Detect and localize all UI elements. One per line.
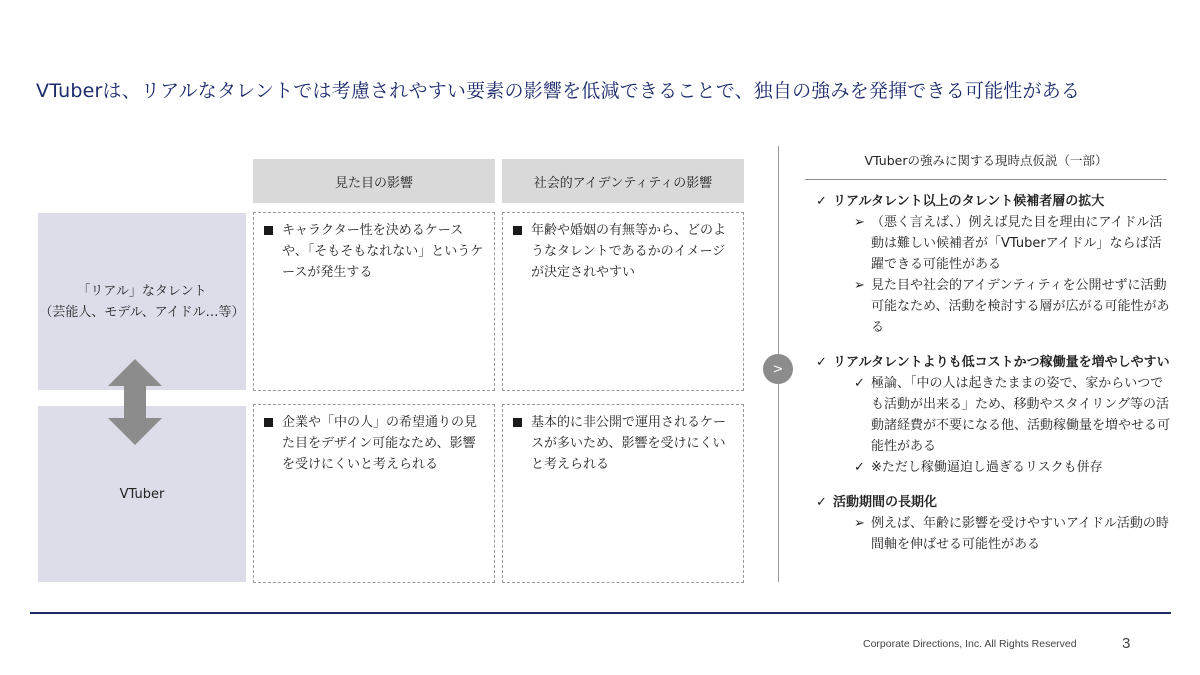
hypothesis-item xyxy=(854,275,1170,338)
hypothesis-heading xyxy=(805,352,1170,373)
square-bullet-icon xyxy=(264,418,273,427)
hypothesis-item xyxy=(854,457,1170,478)
arrow-bullet-icon: ➢ xyxy=(854,278,865,293)
hypothesis-item xyxy=(854,373,1170,457)
double-arrow-icon xyxy=(108,359,162,449)
footer-rule xyxy=(30,612,1171,614)
cell-text: 基本的に非公開で運用されるケースが多いため、影響を受けにくいと考えられる xyxy=(531,415,727,472)
check-icon: ✓ xyxy=(854,376,865,391)
check-icon: ✓ xyxy=(816,194,827,209)
hypothesis-divider xyxy=(805,179,1167,180)
hypothesis-item-text: 例えば、年齢に影響を受けやすいアイドル活動の時間軸を伸ばせる可能性がある xyxy=(871,516,1169,552)
hypothesis-heading xyxy=(805,492,1170,513)
hypothesis-list xyxy=(805,191,1170,555)
hypothesis-heading xyxy=(805,191,1170,212)
cell-text: キャラクター性を決めるケースや、「そもそもなれない」というケースが発生する xyxy=(282,223,484,280)
check-icon: ✓ xyxy=(816,495,827,510)
row-header-vtuber-label: VTuber xyxy=(119,486,165,502)
arrow-bullet-icon: ➢ xyxy=(854,215,865,230)
check-icon: ✓ xyxy=(854,460,865,475)
hypothesis-title: VTuberの強みに関する現時点仮説（一部） xyxy=(864,153,1108,168)
cell-real-appearance xyxy=(253,212,495,391)
column-header-social-identity: 社会的アイデンティティの影響 xyxy=(502,159,744,203)
hypothesis-item-text: ※ただし稼働逼迫し過ぎるリスクも併存 xyxy=(871,460,1103,475)
page-title: VTuberは、リアルなタレントでは考慮されやすい要素の影響を低減できることで、独自の強みを発揮できる可能性がある xyxy=(36,80,1081,102)
cell-real-social xyxy=(502,212,744,391)
cell-text: 企業や「中の人」の希望通りの見た目をデザイン可能なため、影響を受けにくいと考えられる xyxy=(282,415,478,472)
column-header-appearance: 見た目の影響 xyxy=(253,159,495,203)
hypothesis-heading-text: リアルタレント以上のタレント候補者層の拡大 xyxy=(833,194,1105,209)
copyright: Corporate Directions, Inc. All Rights Reserved xyxy=(863,638,1077,650)
cell-vtuber-social xyxy=(502,404,744,583)
arrow-bullet-icon: ➢ xyxy=(854,516,865,531)
hypothesis-heading-text: リアルタレントよりも低コストかつ稼働量を増やしやすい xyxy=(833,355,1170,370)
cell-vtuber-appearance xyxy=(253,404,495,583)
arrow-circle-icon xyxy=(763,354,793,384)
square-bullet-icon xyxy=(513,418,522,427)
arrow-symbol: > xyxy=(772,361,784,377)
hypothesis-item-text: 極論、「中の人は起きたままの姿で、家からいつでも活動が出来る」ため、移動やスタイリング等の活動諸経費が不要になる他、活動稼働量を増やせる可能性がある xyxy=(871,376,1171,454)
row-header-real-talent-line1: 「リアル」なタレント xyxy=(77,283,207,299)
hypothesis-heading-text: 活動期間の長期化 xyxy=(833,495,938,510)
hypothesis-item-text: （悪く言えば、）例えば見た目を理由にアイドル活動は難しい候補者が「VTuberアイドル」ならば活躍できる可能性がある xyxy=(871,215,1163,272)
page-number: 3 xyxy=(1122,635,1131,652)
hypothesis-item xyxy=(854,212,1170,275)
cell-text: 年齢や婚姻の有無等から、どのようなタレントであるかのイメージが決定されやすい xyxy=(531,223,727,280)
square-bullet-icon xyxy=(264,226,273,235)
square-bullet-icon xyxy=(513,226,522,235)
hypothesis-item-text: 見た目や社会的アイデンティティを公開せずに活動可能なため、活動を検討する層が広がる可能性がある xyxy=(871,278,1170,335)
row-header-real-talent-line2: （芸能人、モデル、アイドル…等） xyxy=(39,304,245,320)
check-icon: ✓ xyxy=(816,355,827,370)
hypothesis-item xyxy=(854,513,1170,555)
